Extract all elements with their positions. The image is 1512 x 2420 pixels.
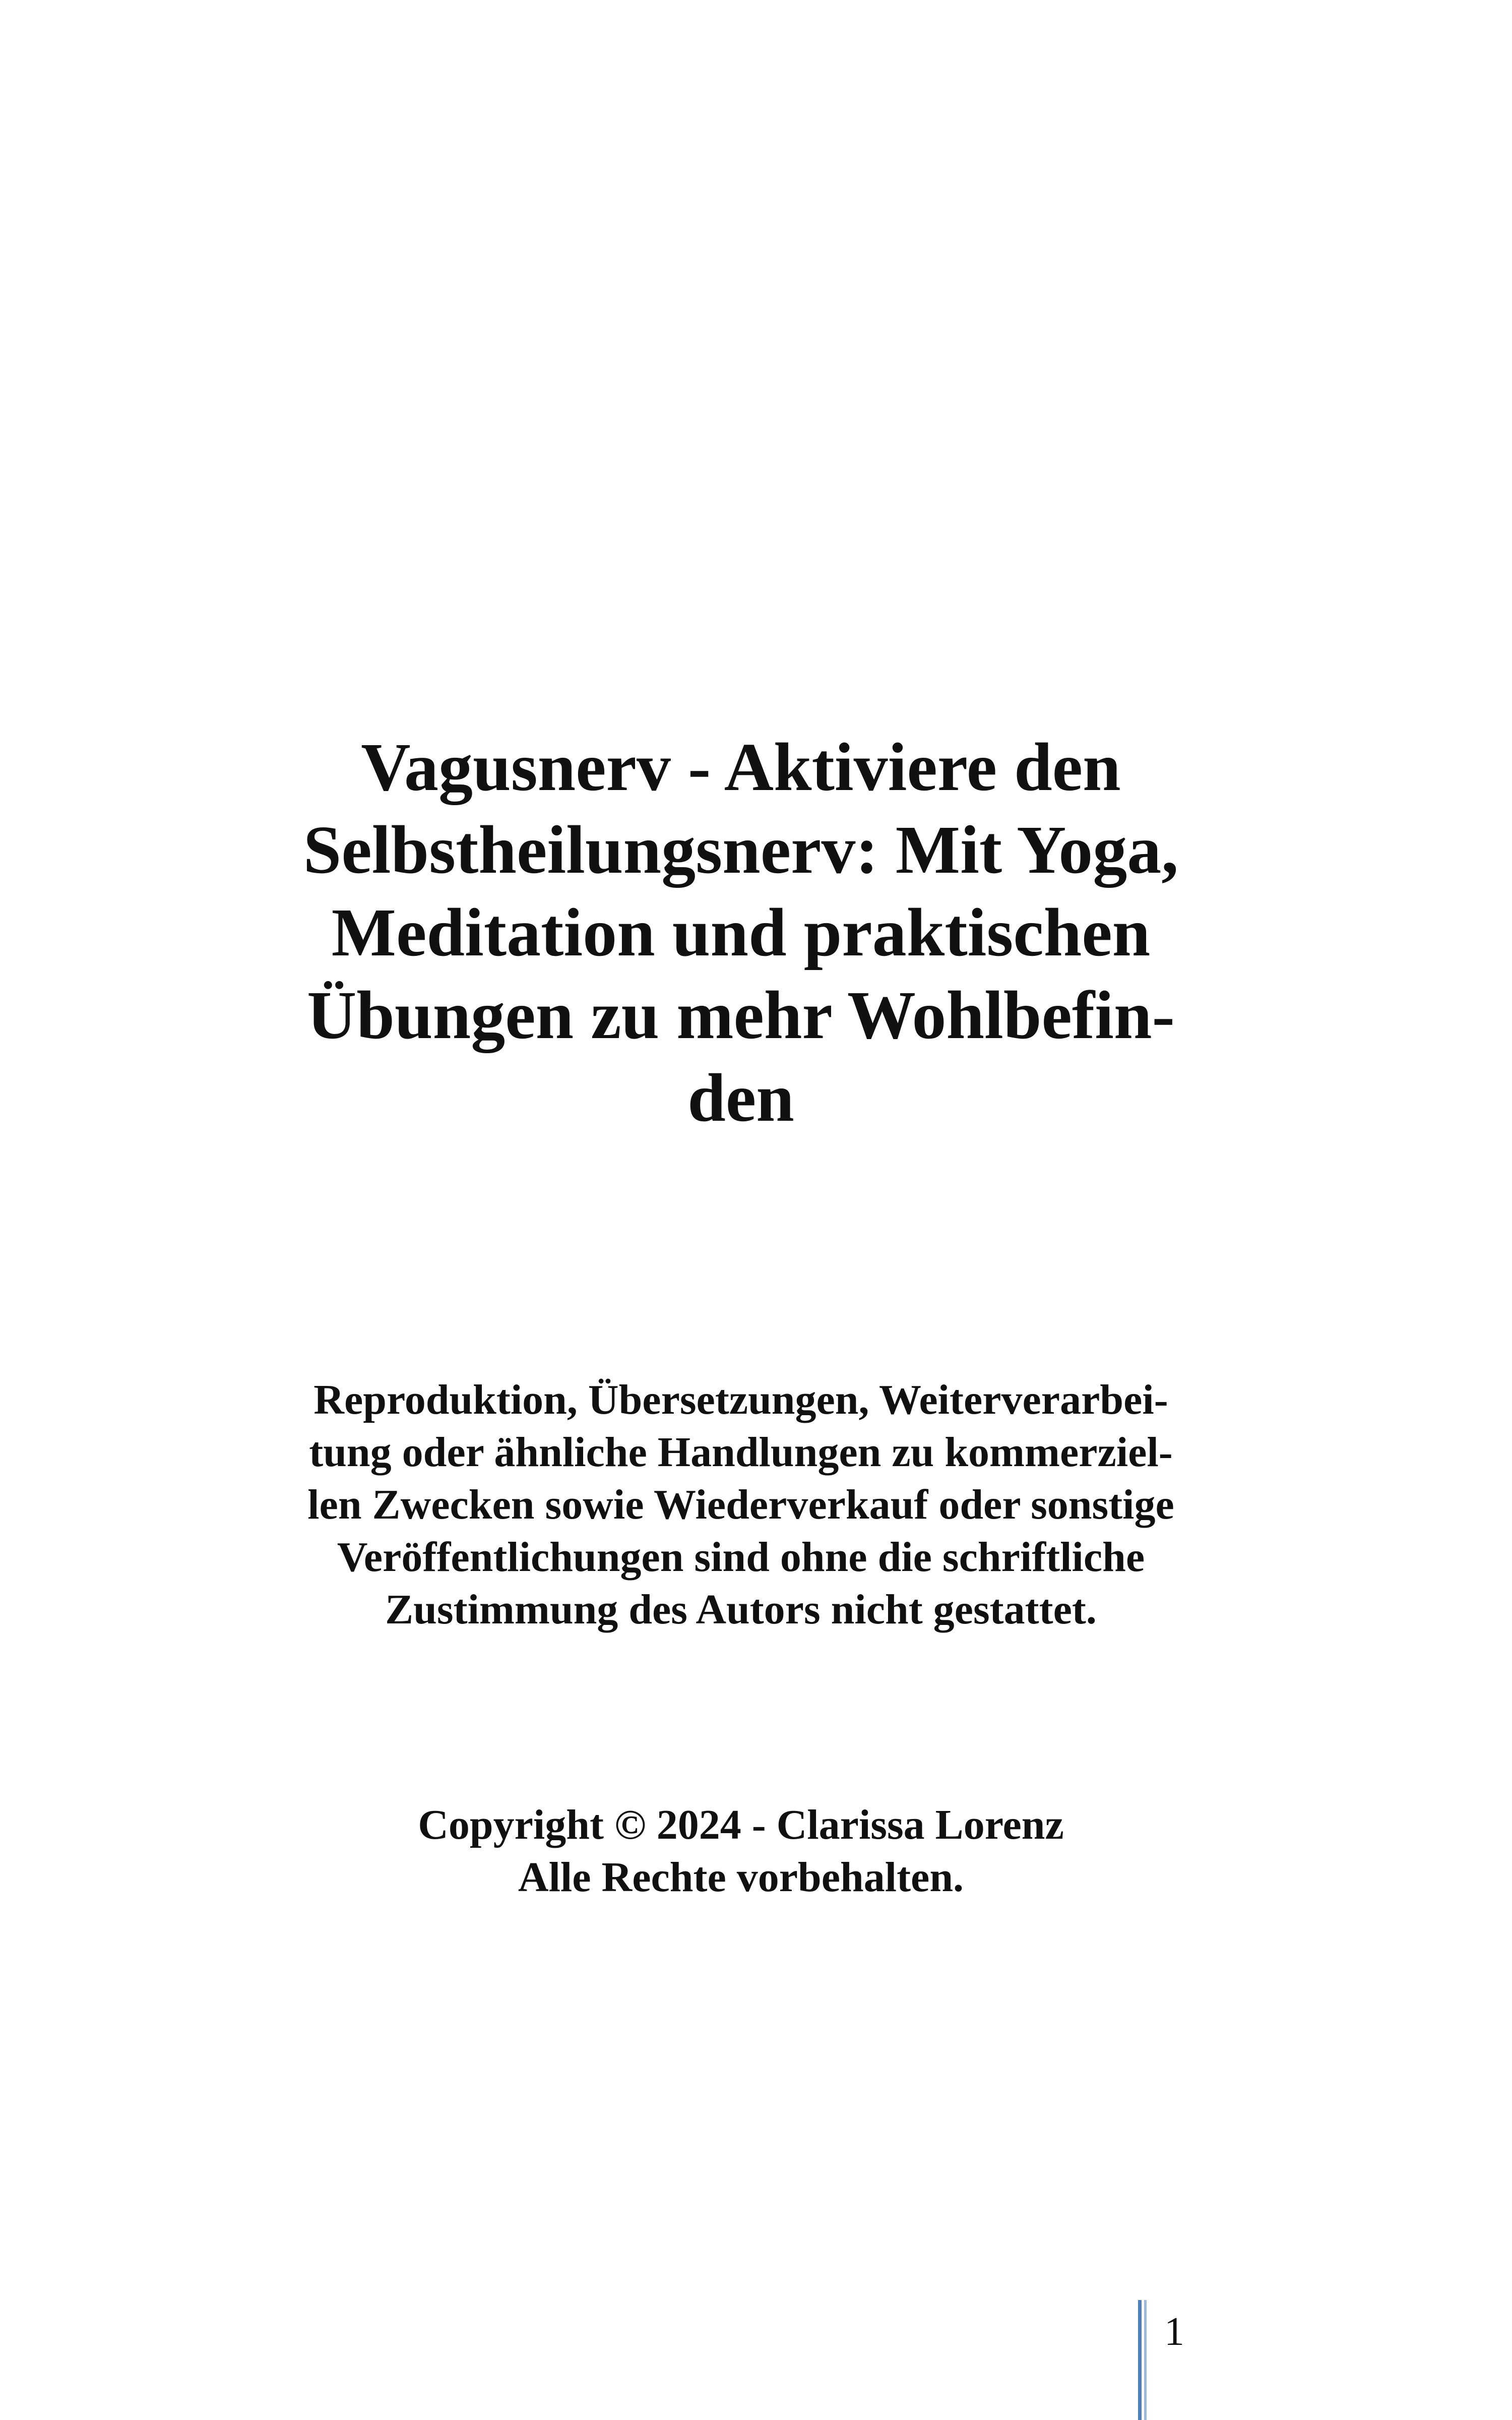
book-title-line: den — [687, 1060, 794, 1136]
book-title-line: Vagusnerv - Aktiviere den — [361, 730, 1121, 805]
copyright-block — [302, 1799, 1179, 1904]
rights-notice-line: Veröffentlichungen sind ohne die schriftliche — [337, 1534, 1145, 1581]
book-title-line: Übungen zu mehr Wohlbefin- — [307, 978, 1175, 1053]
rights-notice-line: tung oder ähnliche Handlungen zu kommerziel- — [309, 1429, 1173, 1476]
book-title-line: Meditation und praktischen — [331, 895, 1151, 971]
footer-double-rule — [1138, 2300, 1149, 2420]
rights-notice — [217, 1374, 1265, 1636]
rights-notice-line: Zustimmung des Autors nicht gestattet. — [385, 1586, 1097, 1633]
footer-rule-dark-bar — [1138, 2300, 1142, 2420]
rights-reserved-line: Alle Rechte vorbehalten. — [518, 1854, 964, 1901]
rights-notice-line: len Zwecken sowie Wiederverkauf oder sonstige — [307, 1481, 1174, 1528]
book-title — [217, 726, 1265, 1139]
rights-notice-line: Reproduktion, Übersetzungen, Weiterverarbei- — [313, 1376, 1168, 1423]
footer-rule-light-bar — [1144, 2300, 1147, 2420]
page-number: 1 — [1164, 2310, 1184, 2354]
copyright-line: Copyright © 2024 - Clarissa Lorenz — [418, 1801, 1064, 1848]
book-title-line: Selbstheilungsnerv: Mit Yoga, — [303, 812, 1179, 888]
